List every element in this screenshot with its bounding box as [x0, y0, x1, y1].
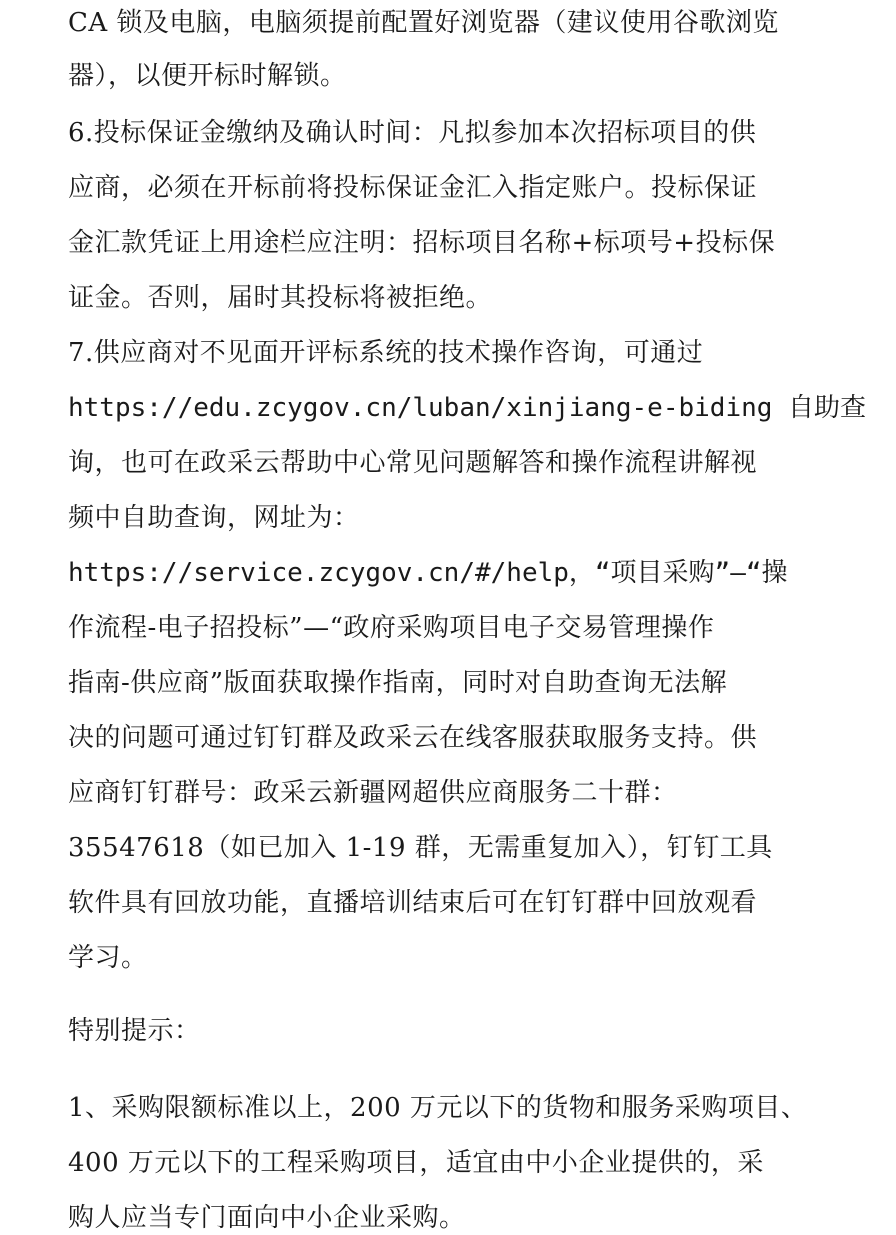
text-line: 询，也可在政采云帮助中心常见问题解答和操作流程讲解视 — [68, 448, 758, 478]
text-line: 证金。否则，届时其投标将被拒绝。 — [68, 283, 493, 313]
text-line: 6.投标保证金缴纳及确认时间：凡拟参加本次招标项目的供 — [68, 118, 757, 148]
text-line: 指南-供应商”版面获取操作指南，同时对自助查询无法解 — [68, 668, 728, 698]
text-line: 35547618（如已加入 1-19 群，无需重复加入），钉钉工具 — [68, 833, 773, 863]
text-line: 软件具有回放功能，直播培训结束后可在钉钉群中回放观看 — [68, 888, 758, 918]
text-line: 作流程-电子招投标”—“政府采购项目电子交易管理操作 — [68, 613, 715, 643]
url-line: https://service.zcygov.cn/#/help，“项目采购”—“操 — [68, 558, 788, 588]
text-line: 学习。 — [68, 943, 148, 973]
text-line: 应商，必须在开标前将投标保证金汇入指定账户。投标保证 — [68, 173, 758, 203]
text-line: CA 锁及电脑，电脑须提前配置好浏览器（建议使用谷歌浏览 — [68, 8, 779, 38]
text-line: 决的问题可通过钉钉群及政采云在线客服获取服务支持。供 — [68, 723, 758, 753]
text-line: 购人应当专门面向中小企业采购。 — [68, 1203, 466, 1233]
text-line: 1、采购限额标准以上，200 万元以下的货物和服务采购项目、 — [68, 1093, 808, 1123]
url-line: https://edu.zcygov.cn/luban/xinjiang-e-biding 自助查 — [68, 393, 867, 423]
text-line: 应商钉钉群号：政采云新疆网超供应商服务二十群： — [68, 778, 678, 808]
section-heading: 特别提示： — [68, 1016, 201, 1046]
text-line: 7.供应商对不见面开评标系统的技术操作咨询，可通过 — [68, 338, 704, 368]
text-line: 器），以便开标时解锁。 — [68, 61, 347, 91]
text-line: 400 万元以下的工程采购项目，适宜由中小企业提供的，采 — [68, 1148, 764, 1178]
text-line: 金汇款凭证上用途栏应注明：招标项目名称+标项号+投标保 — [68, 228, 776, 258]
text-line: 频中自助查询，网址为： — [68, 503, 360, 533]
